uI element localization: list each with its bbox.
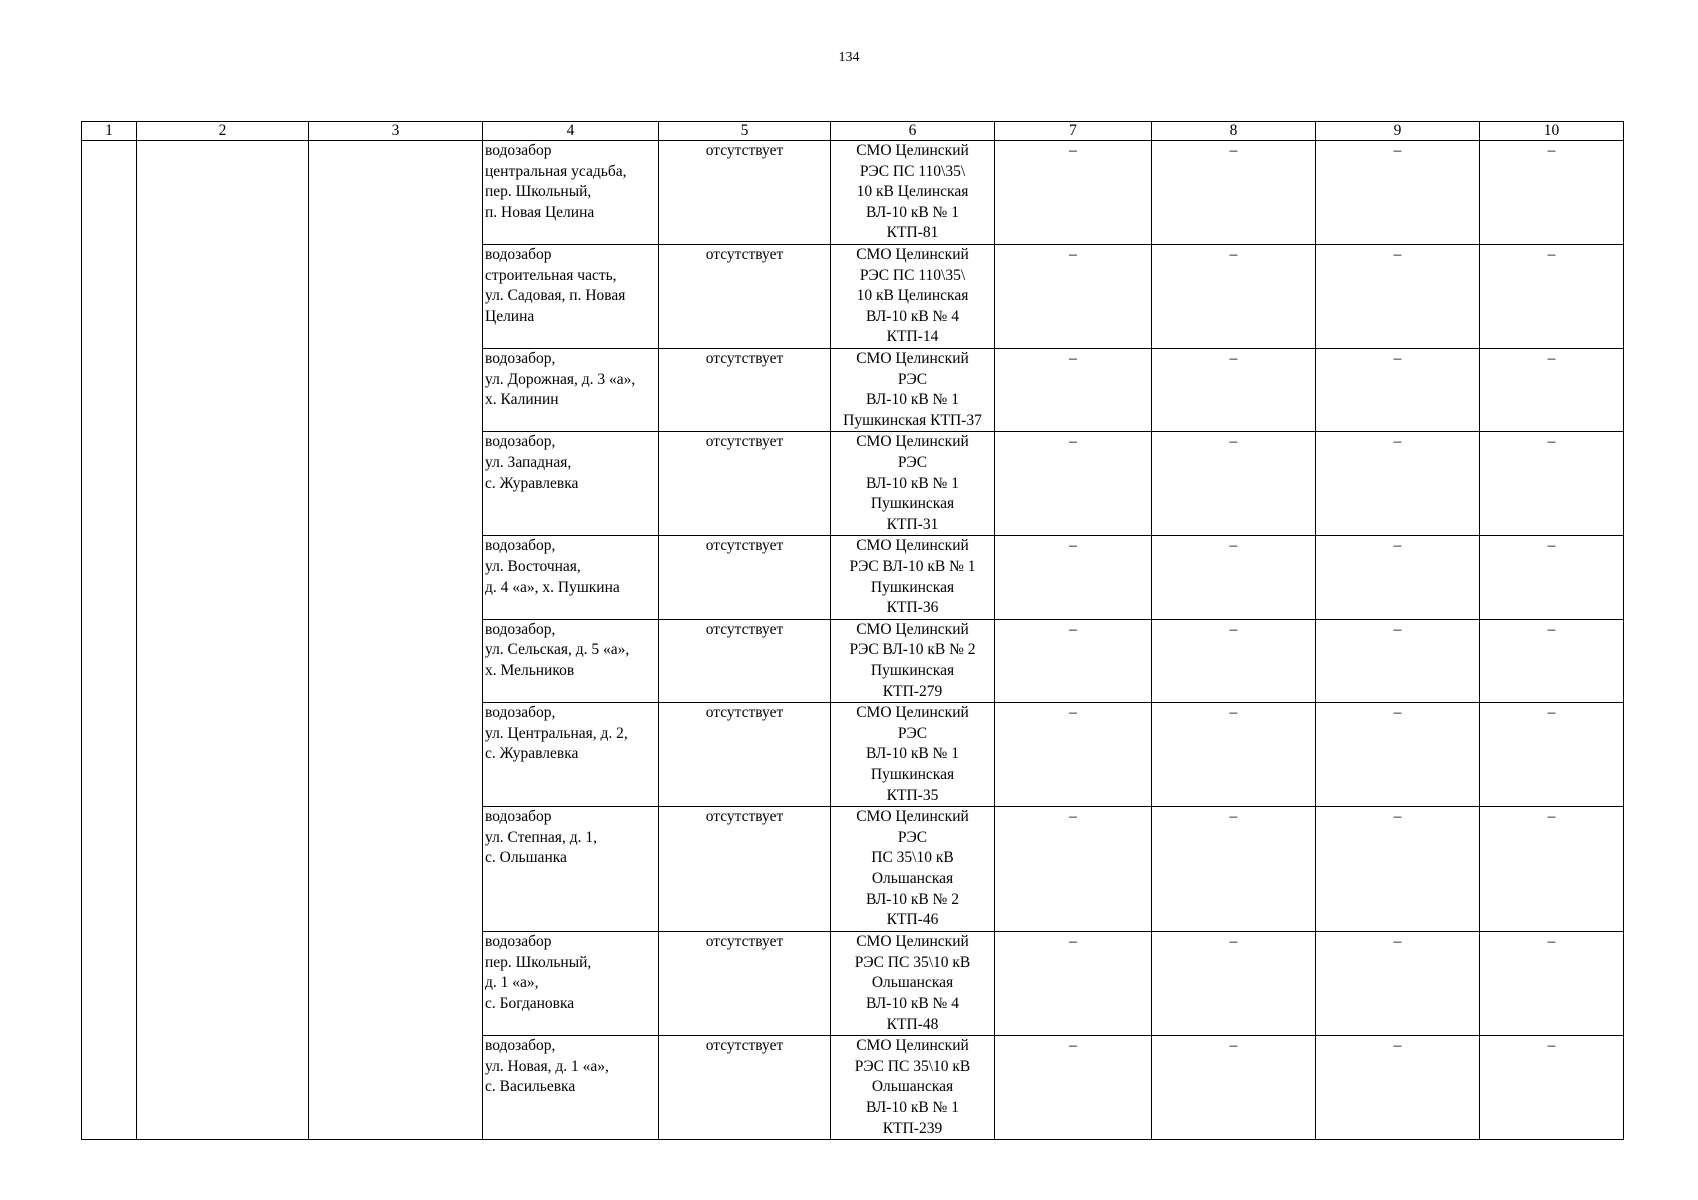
location-line: водозабор [485,142,552,159]
column-header: 2 [137,122,309,141]
location-line: п. Новая Целина [485,203,595,221]
location-line: х. Мельников [485,661,575,679]
dash-cell [995,932,1152,1036]
status-cell: отсутствует [659,619,831,702]
location-line: с. Ольшанка [485,849,567,867]
power-source-cell [831,349,995,432]
location-line: строительная часть, [485,266,617,284]
dash-value: – [1229,704,1238,722]
location-line: ул. Сельская, д. 5 «а», [485,641,630,659]
location-cell [483,141,659,245]
dash-cell [1316,1036,1480,1140]
location-line: водозабор [485,808,552,826]
dash-value: – [1393,537,1402,555]
location-line: пер. Школьный, [485,953,592,971]
location-cell [483,703,659,807]
column-header: 6 [831,122,995,141]
dash-value: – [1229,620,1238,638]
power-source-line: 10 кВ Целинская [856,183,969,201]
dash-cell [1316,703,1480,807]
data-table [81,121,1624,1140]
power-source-cell [831,703,995,807]
column-header: 3 [309,122,483,141]
dash-cell [1316,807,1480,932]
dash-value: – [1547,620,1556,638]
dash-value: – [1229,350,1238,367]
status-cell: отсутствует [659,349,831,432]
column-header: 9 [1316,122,1480,141]
power-source-line: РЭС ПС 35\10 кВ [854,953,971,971]
dash-value: – [1547,142,1556,159]
location-line: водозабор, [485,537,556,555]
location-line: д. 1 «а», [485,974,539,992]
dash-value: – [1393,142,1402,159]
power-source-line: Пушкинская [870,765,955,783]
location-line: водозабор, [485,704,556,722]
dash-cell [1480,432,1624,536]
dash-value: – [1229,537,1238,555]
power-source-cell [831,141,995,245]
dash-cell [1480,245,1624,349]
dash-cell [1316,349,1480,432]
dash-cell [1152,619,1316,702]
power-source-line: СМО Целинский [856,350,969,367]
dash-cell [1316,432,1480,536]
dash-value: – [1069,142,1077,159]
dash-cell [1152,349,1316,432]
dash-value: – [1393,933,1402,951]
power-source-line: ПС 35\10 кВ [871,849,954,867]
column-header: 4 [483,122,659,141]
power-source-line: ВЛ-10 кВ № 1 [866,391,959,409]
power-source-line: РЭС ПС 35\10 кВ [854,1057,971,1075]
dash-value: – [1229,1037,1238,1055]
location-line: водозабор, [485,620,556,638]
location-line: с. Богдановка [485,994,575,1012]
power-source-line: РЭС [897,370,928,388]
location-line: ул. Центральная, д. 2, [485,724,628,742]
power-source-line: СМО Целинский [856,808,969,826]
power-source-line: Пушкинская [870,495,955,513]
table-header-row [82,122,1624,141]
power-source-line: РЭС [897,828,928,846]
location-line: с. Журавлевка [485,745,579,763]
dash-cell [995,1036,1152,1140]
location-cell [483,536,659,619]
dash-value: – [1547,1037,1556,1055]
dash-cell [1316,536,1480,619]
dash-value: – [1069,537,1077,555]
dash-cell [1480,932,1624,1036]
location-line: ул. Западная, [485,453,572,471]
dash-cell [995,807,1152,932]
power-source-line: КТП-81 [886,224,939,242]
location-line: водозабор, [485,1037,556,1055]
dash-cell [1152,703,1316,807]
location-line: ул. Степная, д. 1, [485,828,597,846]
dash-value: – [1547,933,1556,951]
power-source-cell [831,619,995,702]
power-source-line: Пушкинская КТП-37 [843,411,982,429]
power-source-line: КТП-48 [886,1015,939,1033]
location-line: с. Васильевка [485,1078,576,1096]
dash-cell [1480,703,1624,807]
status-cell: отсутствует [659,703,831,807]
dash-value: – [1547,704,1556,722]
dash-value: – [1229,933,1238,951]
dash-cell [1152,432,1316,536]
dash-cell [1480,1036,1624,1140]
dash-cell [995,349,1152,432]
column-header: 7 [995,122,1152,141]
power-source-line: ВЛ-10 кВ № 2 [866,890,959,908]
power-source-line: СМО Целинский [856,537,969,555]
power-source-line: Ольшанская [871,974,954,992]
dash-value: – [1069,350,1077,367]
location-line: х. Калинин [485,391,559,409]
column-header: 10 [1480,122,1624,141]
status-cell: отсутствует [659,807,831,932]
dash-value: – [1069,704,1077,722]
power-source-cell [831,1036,995,1140]
dash-cell [995,245,1152,349]
location-line: д. 4 «а», х. Пушкина [485,578,620,596]
power-source-line: 10 кВ Целинская [856,287,969,305]
dash-value: – [1393,1037,1402,1055]
power-source-line: СМО Целинский [856,142,969,159]
dash-cell [995,141,1152,245]
dash-cell [1152,932,1316,1036]
status-cell: отсутствует [659,536,831,619]
dash-cell [995,432,1152,536]
dash-cell [1152,536,1316,619]
power-source-line: Ольшанская [871,869,954,887]
power-source-line: ВЛ-10 кВ № 4 [866,307,959,325]
location-line: водозабор [485,933,552,951]
power-source-line: ВЛ-10 кВ № 1 [866,474,959,492]
power-source-line: ВЛ-10 кВ № 1 [866,745,959,763]
dash-value: – [1393,704,1402,722]
dash-value: – [1393,350,1402,367]
location-cell [483,432,659,536]
dash-cell [995,536,1152,619]
power-source-line: СМО Целинский [856,933,969,951]
empty-merged-cell [82,141,137,1140]
column-header: 5 [659,122,831,141]
dash-cell [1316,141,1480,245]
power-source-line: РЭС [897,724,928,742]
location-line: ул. Восточная, [485,557,581,575]
power-source-line: РЭС ВЛ-10 кВ № 2 [849,641,976,659]
dash-value: – [1229,433,1238,451]
dash-cell [1480,349,1624,432]
dash-value: – [1069,433,1077,451]
dash-cell [995,619,1152,702]
power-source-line: ВЛ-10 кВ № 4 [866,994,959,1012]
dash-cell [1316,245,1480,349]
location-cell [483,619,659,702]
dash-cell [1480,141,1624,245]
power-source-line: ВЛ-10 кВ № 1 [866,203,959,221]
dash-cell [995,703,1152,807]
location-line: ул. Новая, д. 1 «а», [485,1057,609,1075]
dash-value: – [1069,933,1077,951]
power-source-line: КТП-36 [886,599,939,617]
power-source-line: Ольшанская [871,1078,954,1096]
power-source-cell [831,536,995,619]
power-source-line: Пушкинская [870,661,955,679]
power-source-cell [831,432,995,536]
location-line: ул. Садовая, п. Новая [485,287,626,305]
power-source-line: СМО Целинский [856,1037,969,1055]
location-line: водозабор [485,246,552,263]
dash-value: – [1229,142,1238,159]
dash-value: – [1393,620,1402,638]
dash-value: – [1547,433,1556,451]
dash-cell [1480,619,1624,702]
power-source-line: СМО Целинский [856,620,969,638]
power-source-line: КТП-14 [886,328,939,346]
power-source-line: РЭС ВЛ-10 кВ № 1 [849,557,976,575]
status-cell: отсутствует [659,432,831,536]
dash-cell [1152,141,1316,245]
power-source-line: РЭС ПС 110\35\ [859,266,966,284]
power-source-line: РЭС ПС 110\35\ [859,162,966,180]
dash-value: – [1393,433,1402,451]
power-source-line: СМО Целинский [856,433,969,451]
dash-value: – [1547,808,1556,826]
dash-cell [1152,807,1316,932]
column-header: 1 [82,122,137,141]
status-cell: отсутствует [659,245,831,349]
location-line: центральная усадьба, [485,162,627,180]
power-source-cell [831,245,995,349]
dash-value: – [1547,246,1556,263]
status-cell: отсутствует [659,141,831,245]
dash-value: – [1069,246,1077,263]
power-source-line: ВЛ-10 кВ № 1 [866,1098,959,1116]
table-row [82,141,1624,245]
location-line: пер. Школьный, [485,183,592,201]
dash-value: – [1393,246,1402,263]
location-cell [483,807,659,932]
dash-value: – [1069,1037,1077,1055]
location-cell [483,245,659,349]
location-line: ул. Дорожная, д. 3 «а», [485,370,636,388]
dash-cell [1316,619,1480,702]
dash-value: – [1229,246,1238,263]
status-cell: отсутствует [659,932,831,1036]
empty-merged-cell [309,141,483,1140]
power-source-line: КТП-35 [886,786,939,804]
dash-value: – [1393,808,1402,826]
location-cell [483,932,659,1036]
dash-value: – [1547,350,1556,367]
dash-value: – [1547,537,1556,555]
location-line: Целина [485,307,535,325]
location-cell [483,1036,659,1140]
location-cell [483,349,659,432]
power-source-cell [831,932,995,1036]
empty-merged-cell [137,141,309,1140]
dash-value: – [1069,808,1077,826]
power-source-line: КТП-239 [882,1119,943,1137]
page-number: 134 [838,50,860,65]
dash-cell [1316,932,1480,1036]
status-cell: отсутствует [659,1036,831,1140]
power-source-line: СМО Целинский [856,246,969,263]
power-source-cell [831,807,995,932]
dash-cell [1152,245,1316,349]
dash-cell [1480,536,1624,619]
power-source-line: КТП-46 [886,911,939,929]
location-line: водозабор, [485,350,556,367]
dash-value: – [1069,620,1077,638]
table-body [82,141,1624,1140]
power-source-line: КТП-279 [882,682,943,700]
power-source-line: СМО Целинский [856,704,969,722]
power-source-line: КТП-31 [886,515,939,533]
dash-cell [1480,807,1624,932]
location-line: водозабор, [485,433,556,451]
column-header: 8 [1152,122,1316,141]
dash-cell [1152,1036,1316,1140]
location-line: с. Журавлевка [485,474,579,492]
dash-value: – [1229,808,1238,826]
power-source-line: РЭС [897,453,928,471]
power-source-line: Пушкинская [870,578,955,596]
